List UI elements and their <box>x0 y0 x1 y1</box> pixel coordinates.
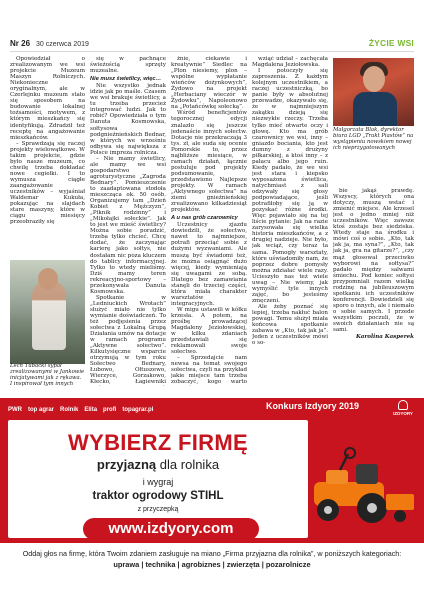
logo-profi: profi <box>103 407 117 413</box>
ad-win-line: i wygraj <box>142 477 174 487</box>
garden-tractor-illustration <box>306 424 418 536</box>
contest-title: Konkurs Izdyory 2019 <box>266 401 360 411</box>
article-subheading: A u nas grób czarownicy <box>171 215 238 222</box>
ad-prize-extra: z przyczepką <box>137 506 179 513</box>
photo-caption-2: Małgorzata Blak, dyrektor biura LGD „Trakt Piastów” na wystąpieniu nowskiem nowej ich nieprzygotowanych <box>333 127 414 151</box>
article-column-4 <box>252 56 328 386</box>
article-column-1 <box>10 56 85 256</box>
brand-mark-icon <box>398 400 408 410</box>
paragraph: – Sprzedajcie nam newsa na temat swojego sołectwa, czyli na przykład jakie miejsce tam trzeba zobaczyć, kogo warto <box>171 355 247 386</box>
photo-figure-head <box>363 66 385 92</box>
paragraph: Wśród beneficjentów tegorocznej edycji znalazło się jeszcze jedenaście innych sołectw. Dotacje nie przekraczają 3 tys. zł, ale suda się ocenie Pomorskie to, przez najbliższe miesiące, w ramach działań, łącznie postuluje pod projekty podsumowanie, przedstawiono Najlepsze projekty. W ramach „Aktywnego sołectwa” na ziemi gnieźnieńskiej zrealizowano kilkadziesiąt projektów. <box>171 110 247 214</box>
logo-pwr: PWR <box>8 407 22 413</box>
photo-figure <box>32 280 66 350</box>
logo-top-agrar: top agrar <box>28 407 55 413</box>
photo-figure-head <box>38 268 58 290</box>
trailer-cart <box>386 494 414 510</box>
paragraph: – Nie mamy świetlicy, ale mamy we wsi gospodarstwo agroturystyczne „Zagroda Bednary”. Pomieszczenie to zaadaptowana stodoła mieszcząca ok. 50 osób. Organizujemy tam „Dzień Kobiet z Męźczyzn”, „Piknik rodzinny” i „Mikołajki sołeckie”. Jak to jest we mieść świetlicy? Można sobie poradzić, trzeba tylko chcieć. Chcę dodać, że zaczynając karierę jako sołtys, nie dostałam nic poza kluczem do tablicy informacyjnej. Tylko to wtedy mieliśmy. Dziś mamy teren rekreacyjno-sportowy – przekonywała Danuta Kosmowska. <box>90 155 166 295</box>
paragraph: – Sprawdzają się raczej projekty wielowątkowe. W takim projekcie, gdzie było nasze muzeum, co chwilę trzeba dokładać nowe cegiełki. I to wymusza ciągłe zaangażowanie uczestników – wyjaśniał Waldemar Kukuła, pokazując na slajdach stare maszyny, które w ciągu miesięcy przeobraziły się <box>10 140 85 226</box>
ad-subheadline <box>8 457 308 472</box>
issue-date: 30 czerwca 2019 <box>36 41 89 48</box>
paragraph: bie jakąś prawdę. Wszyscy, których ona dotyczy, muszą wstać i zmienić miejsce. Ale krzesel jest o jedno mniej niż uczestników. Więc zawsze ktoś zostaje bez siedziska. Wtedy staje na środku i mówi coś o sobie. „Kto, tak jak ja, ma syna?”, „Kto, tak jak ja, gra na gitarze?”, „czy mąż głosował przeciwko wyborowi na sołtysa?” padało między salwami śmiechu. Pod koniec sołtysi przypomniali razem wielką rodzinę na jubileuszowym spotkaniu ich uczestników konferencji. Dowiedzieli się sporo o innych, ale i niemało o sobie samych. I przede wszystkim poczuli, że w swoich działaniach nie są sami. <box>333 188 414 334</box>
ad-headline: WYBIERZ FIRMĘ <box>68 430 248 455</box>
ad-subheadline-bold: przyjazną <box>96 457 157 472</box>
tractor-seat <box>356 464 378 484</box>
tractor-hood <box>326 470 348 484</box>
izdyory-logo <box>388 400 418 422</box>
logo-elita: Elita <box>84 407 98 413</box>
ad-footer-categories: uprawa | technika | agrobiznes | zwierzęta | pozarolnicze <box>113 560 311 569</box>
article-subheading: Nie musz świetlicy, więc… <box>90 76 162 83</box>
photo-figure <box>353 92 397 126</box>
photo-caption-1: Lech Tubacki sypał zrealizowanymi w Jankowie inicjatywami jak z rękawa. I inspirował tym innych <box>10 363 85 387</box>
logo-rolnik: Rolnik <box>60 407 79 413</box>
article-column-2 <box>90 56 166 386</box>
article-column-5 <box>333 188 414 386</box>
paragraph: Ale żeby poznać się lepiej, trzeba nakłuć balon powagi. Temu służył miała końcowa spotkanie zabawa w „Kto, tak jak ja”. Jeden z uczestników mówi o so- <box>252 303 328 347</box>
article-author: Karolina Kasperek <box>355 334 414 341</box>
photo-speaker-man <box>10 260 85 364</box>
photo-speaker-woman <box>333 58 414 126</box>
issue-number: Nr 26 <box>10 39 31 48</box>
rear-wheel-hub <box>367 503 377 513</box>
paragraph: Opowiedział o zrealizowanym we wsi projekcie Muzeum Maszyn Rolniczych. Niekonieczne oryginalnym, ale w Czerlejnku muzeum stało się sposobem na budowanie lokalnej tożsamości, motywem, z którym mieszkańcy się identyfikują. Zdradził też receptę na angażowanie mieszkańców. <box>10 56 85 141</box>
logo-topagrar-pl: topagrar.pl <box>122 407 154 413</box>
paragraph: W migu ustawili w kółku krzesła. A potem, na prośbę prowadzącej Magdaleny Jeziołowskiej, w kilku zdaniach przedstawiali się reklamowali swoje sołectwo. <box>171 306 247 356</box>
paragraph: I potoczyły się zaproszenia. Z każdym kolejnym uczestnikiem, a raczej uczestniczką, bo panie były w absolutnej przewadze, okazywało się, że w najmniejszym zakątku dzieją się niezwykłe rzeczy. Trzeba tylko mieć otwarte oczy i głowę. Kto ma grób czarownicy we wsi, inny – gniazdo bociania, kto jest dumny z drużyny piłkarskiej, a ktoś inny – z pałacu albo jego ruin. Kiedy padało, że we wsi jest stara i kiepsko wyposażona świetlica, natychmiast z sali odzywały się głosy podpowiadające, jeśli potrafiłoby się ją w pozyskać różne środki. Więc pojawiało się na tej liście pytanie: Jak na razie zarysowała się wielka historia mieszkańców, a z drugiej nadzieje. Nie było, jak wciąż, czy teraz ta sama. Pomogły warsztaty, które uświadomiły nam, że poprzez dobre pomysły można zdziałać wiele razy. Ucieszyło nas też wiele uwag – Nie wiemy, jak wymyślić tyle innych zajęć, bo jesteśmy zmęczeni. <box>252 68 328 304</box>
paragraph: Nie wszystko jednak idzie jak po maśle. Czasem we wsi brakuje świetlicy, a tu trzeba przecież integrować ludzi. Jak to robić? Opowiedziała o tym Danuta Kosmowska, sołtysowa podgnieźnieńskich Bednar, w których we wrześniu odbywa się największa z Polsce impreza rolnicza. <box>90 83 166 156</box>
paragraph: się w pachnące świeżością sprzęty muzealne. <box>90 56 166 75</box>
ad-prize: traktor ogrodowy STIHL <box>92 490 224 502</box>
page-header <box>10 38 414 52</box>
ad-footer <box>0 546 424 600</box>
sponsor-logos <box>8 402 264 418</box>
paragraph: Spotkanie w „Ledniuckich Wrotach” służyć miało nie tylko wymianie doświadczeń. To też podjęsienia przez sołectwa z Lokalną Grupą Działania umów na dotacje w ramach programu „Aktywne sołectwo”. Kilkutysięczne wsparcie otrzymują w tym roku Sołectwo Bednary, Łubowo, Ołtuszewo, Wierzyce, Gorzakowo, Kłecko, Łagiewniki <box>90 294 166 386</box>
ad-subheadline-rest: dla rolnika <box>159 457 220 472</box>
front-wheel-hub <box>324 506 332 514</box>
ad-website-link[interactable]: www.izdyory.com <box>83 518 259 540</box>
brand-name: IZDYORY <box>393 411 413 416</box>
trailer-wheel-icon <box>394 510 406 522</box>
paragraph: Uczestnicy zjazdu dowiedzili, że sołectwo, nawet to najmniejsze, potrafi przeciąć sobie z dużymi wyzwaniami. Ale muszą być świadomi też, że można osiągnąć dużo więcej, kiedy wymieniają się uwagami ze sobą. Dlatego bez zamawiania stanęli do trzeciej części, która miała charakter warsztatów integracyjnych. <box>171 222 247 307</box>
ad-footer-call-to-vote: Oddaj głos na firmę, która Twoim zdaniem zasługuje na miano „Firma przyjazna dla rolnika”, w poniższych kategoriach: <box>22 549 402 558</box>
article-column-3 <box>171 56 247 386</box>
paragraph: wziąć udział – zachęcała Magdalena Jeziołowska. <box>252 56 328 69</box>
steering-wheel-icon <box>345 448 355 458</box>
paragraph: żnie, ciekawie i kreatywnie” Siedlec na „Plon niesiemy, plon – wspólne wypłatanie wieńców dożynkowych”, Żydowo na projekt „Herbaciany wieczór w Żydowku”, Napoleonowo na „Potańcówkę sołecką”. <box>171 56 247 111</box>
section-masthead: ŻYCIE WSI <box>368 38 414 48</box>
